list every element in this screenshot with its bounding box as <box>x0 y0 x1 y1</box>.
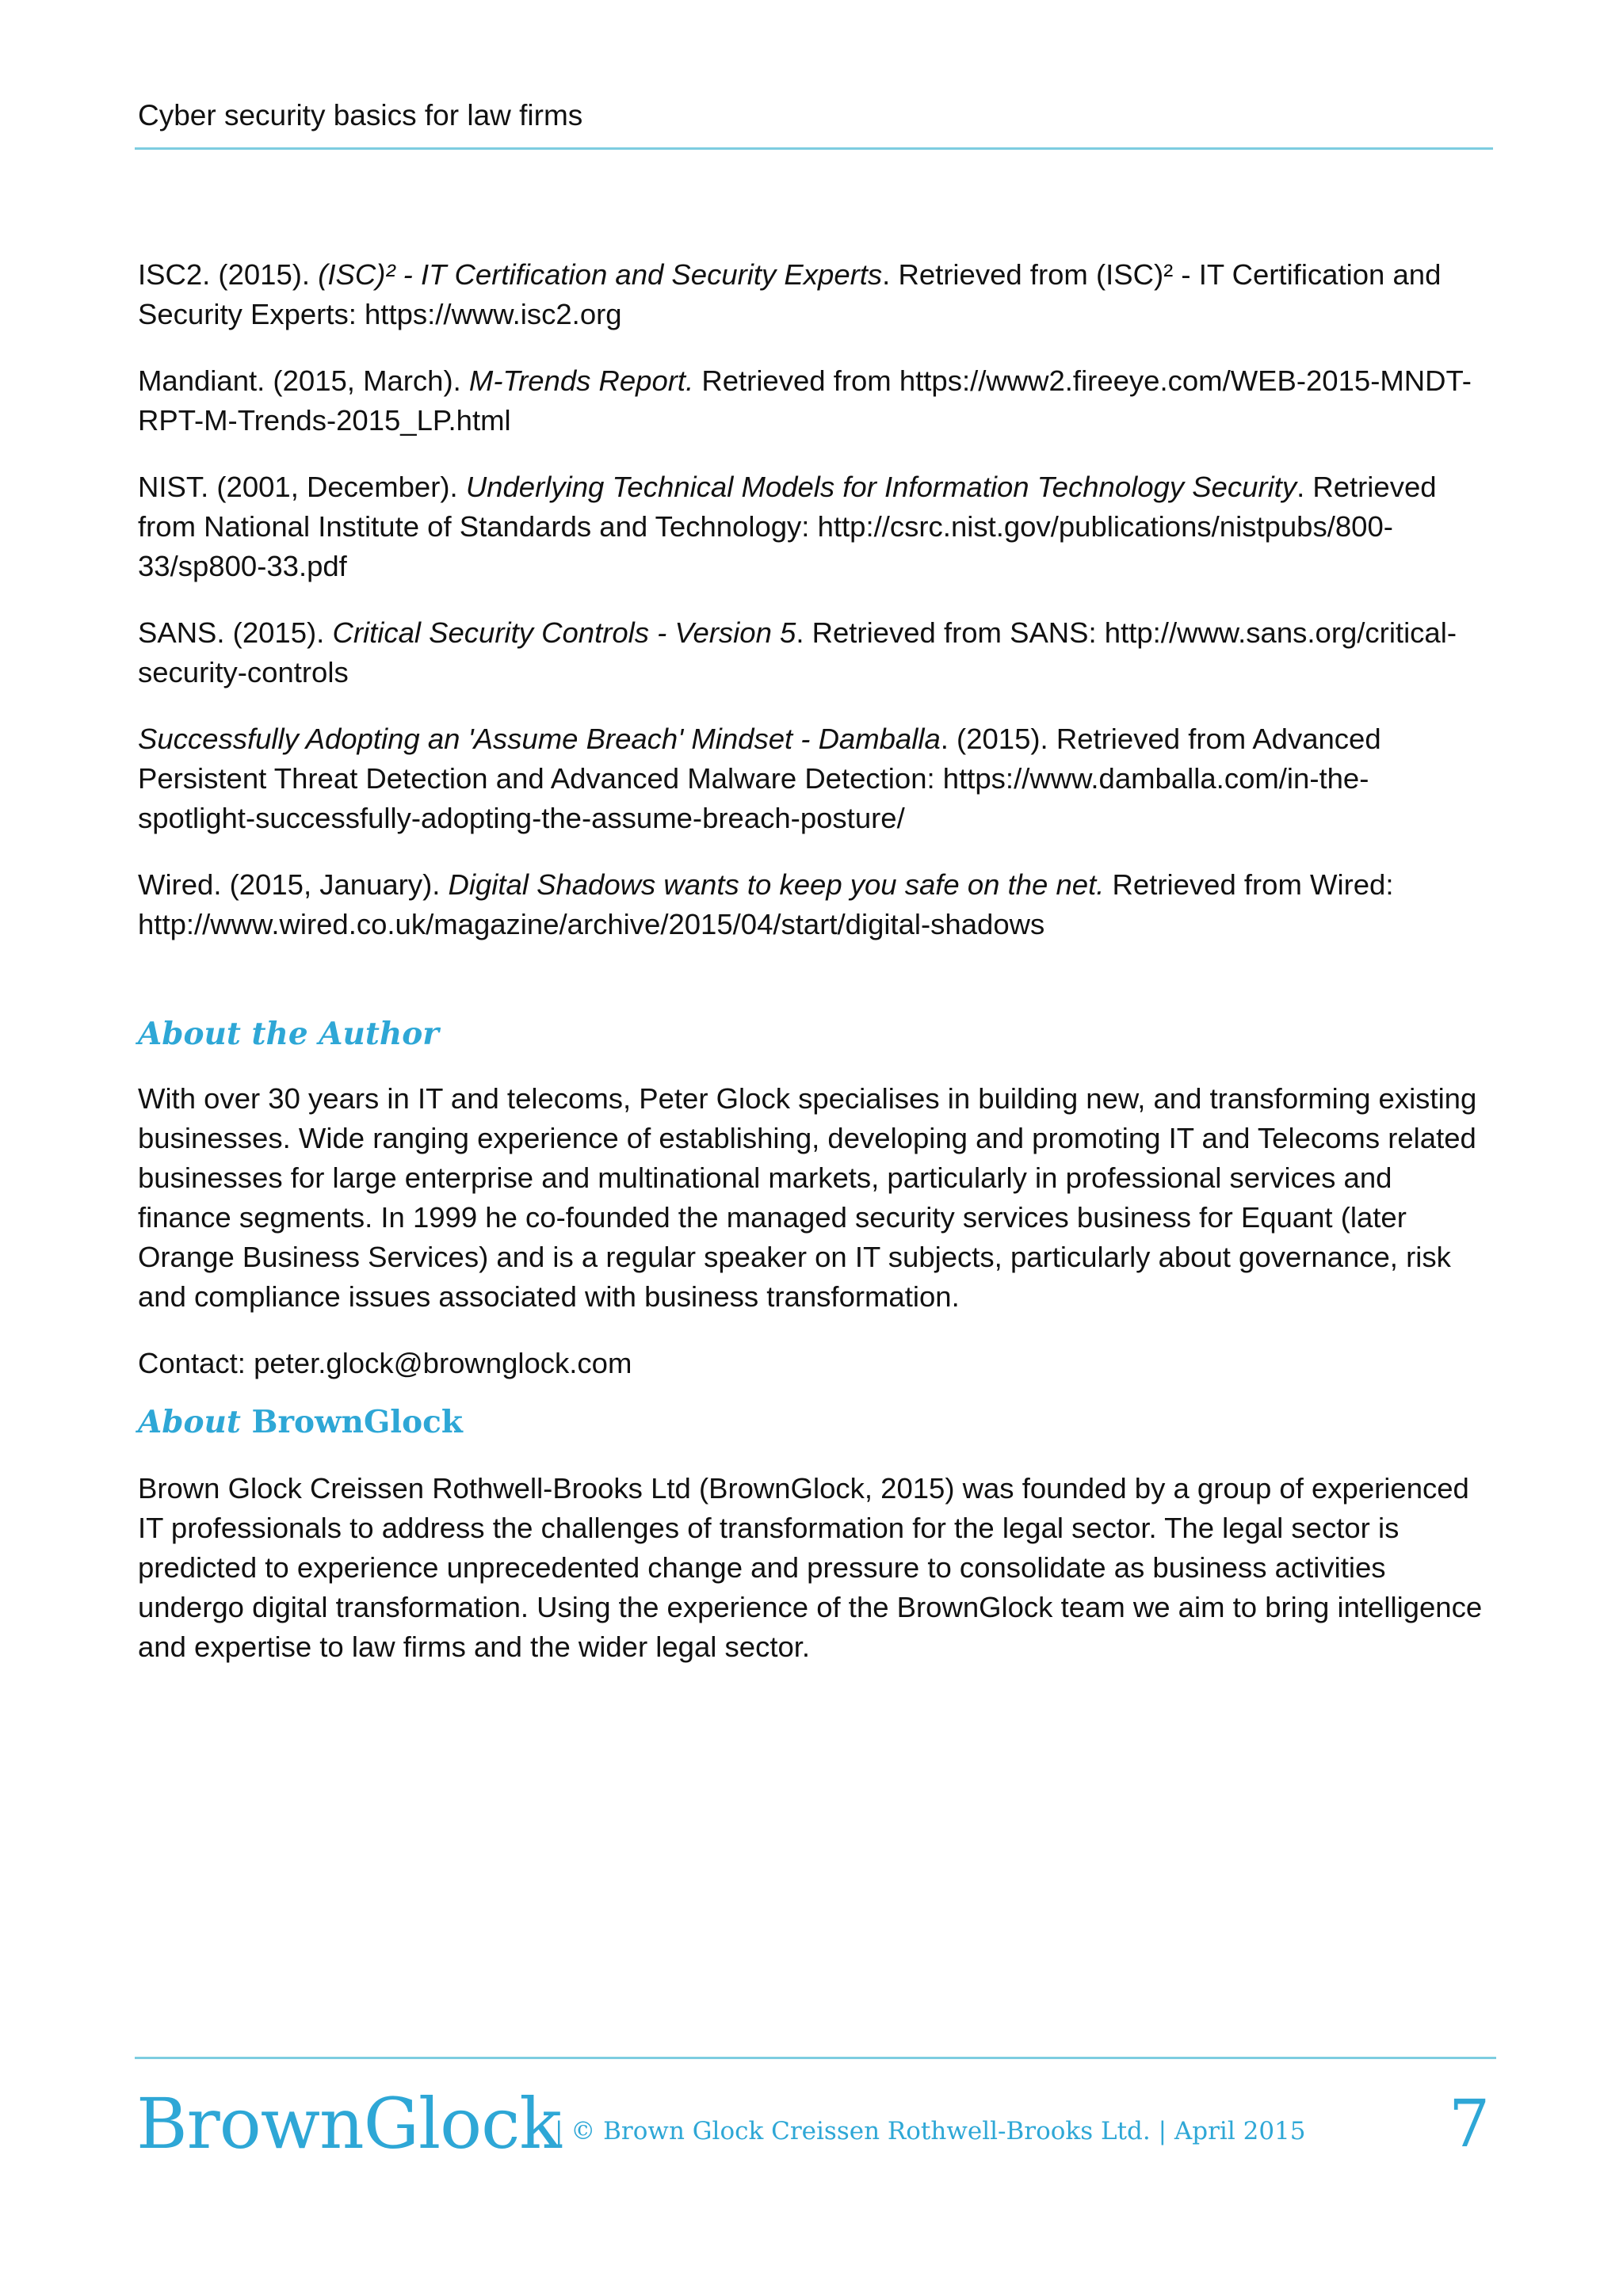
reference-title: Underlying Technical Models for Information Technology Security <box>465 471 1297 503</box>
about-author-heading <box>138 1013 1485 1055</box>
author-contact: Contact: peter.glock@brownglock.com <box>138 1347 632 1379</box>
reference-lead: Mandiant. (2015, March). <box>138 364 469 397</box>
reference-title: (ISC)² - IT Certification and Security Experts <box>318 258 883 291</box>
page-header-title: Cyber security basics for law firms <box>138 99 583 132</box>
reference-lead: Wired. (2015, January). <box>138 868 449 901</box>
reference-title: Digital Shadows wants to keep you safe on the net. <box>448 868 1105 901</box>
reference-lead: NIST. (2001, December). <box>138 471 466 503</box>
reference-item <box>138 865 1485 944</box>
reference-item <box>138 719 1485 838</box>
reference-lead: SANS. (2015). <box>138 616 333 649</box>
about-company-body: Brown Glock Creissen Rothwell-Brooks Ltd (BrownGlock, 2015) was founded by a group of experienced IT professionals to address the challenges of transformation for the legal sector. The legal sector is predicted to experience unprecedented change and pressure to consolidate as business activities undergo digital transformation. Using the experience of the BrownGlock team we aim to bring intelligence and expertise to law firms and the wider legal sector. <box>138 1472 1483 1663</box>
about-company-heading-italic: About <box>138 1404 241 1440</box>
about-author-body: With over 30 years in IT and telecoms, Peter Glock specialises in building new, and transforming existing businesses. Wide ranging experience of establishing, developing and promoting IT and Telecoms related businesses for large enterprise and multinational markets, particularly in professional services and finance segments. In 1999 he co-founded the managed security services business for Equant (later Orange Business Services) and is a regular speaker on IT subjects, particularly about governance, risk and compliance issues associated with business transformation. <box>138 1082 1477 1313</box>
reference-item <box>138 361 1485 441</box>
about-company-heading <box>138 1401 1485 1444</box>
footer-brand-logo: BrownGlock <box>136 2083 561 2164</box>
reference-title: M-Trends Report. <box>468 364 694 397</box>
reference-rest: Retrieved from https://www2.fireeye.com/WEB-2015-MNDT-RPT-M-Trends-2015_LP.html <box>138 364 1472 437</box>
reference-rest: . Retrieved from SANS: http://www.sans.org/critical-security-controls <box>138 616 1457 688</box>
footer-divider <box>135 2057 1496 2059</box>
reference-lead: ISC2. (2015). <box>138 258 319 291</box>
header-divider <box>135 147 1493 150</box>
reference-rest: Retrieved from Wired: http://www.wired.co.uk/magazine/archive/2015/04/start/digital-shadows <box>138 868 1394 940</box>
reference-item <box>138 255 1485 334</box>
reference-rest: . Retrieved from (ISC)² - IT Certification and Security Experts: https://www.isc2.org <box>138 258 1442 330</box>
about-author-heading-text: About the Author <box>138 1016 439 1052</box>
page-content <box>138 255 1485 1694</box>
reference-rest: . Retrieved from National Institute of Standards and Technology: http://csrc.nist.gov/publications/nistpubs/800-33/sp800-33.pdf <box>138 471 1437 582</box>
reference-item <box>138 613 1485 692</box>
footer-copyright: | © Brown Glock Creissen Rothwell-Brooks Ltd. | April 2015 <box>555 2117 1306 2145</box>
reference-rest: . (2015). Retrieved from Advanced Persistent Threat Detection and Advanced Malware Detection: https://www.damballa.com/in-the-spotlight-successfully-adopting-the-assume-breach-posture/ <box>138 723 1381 834</box>
page-number: 7 <box>1449 2087 1491 2162</box>
references-list <box>138 255 1485 944</box>
reference-title: Critical Security Controls - Version 5 <box>332 616 796 649</box>
reference-title: Successfully Adopting an 'Assume Breach' Mindset - Damballa <box>138 723 941 755</box>
about-company-heading-name: BrownGlock <box>240 1404 463 1440</box>
reference-item <box>138 467 1485 586</box>
